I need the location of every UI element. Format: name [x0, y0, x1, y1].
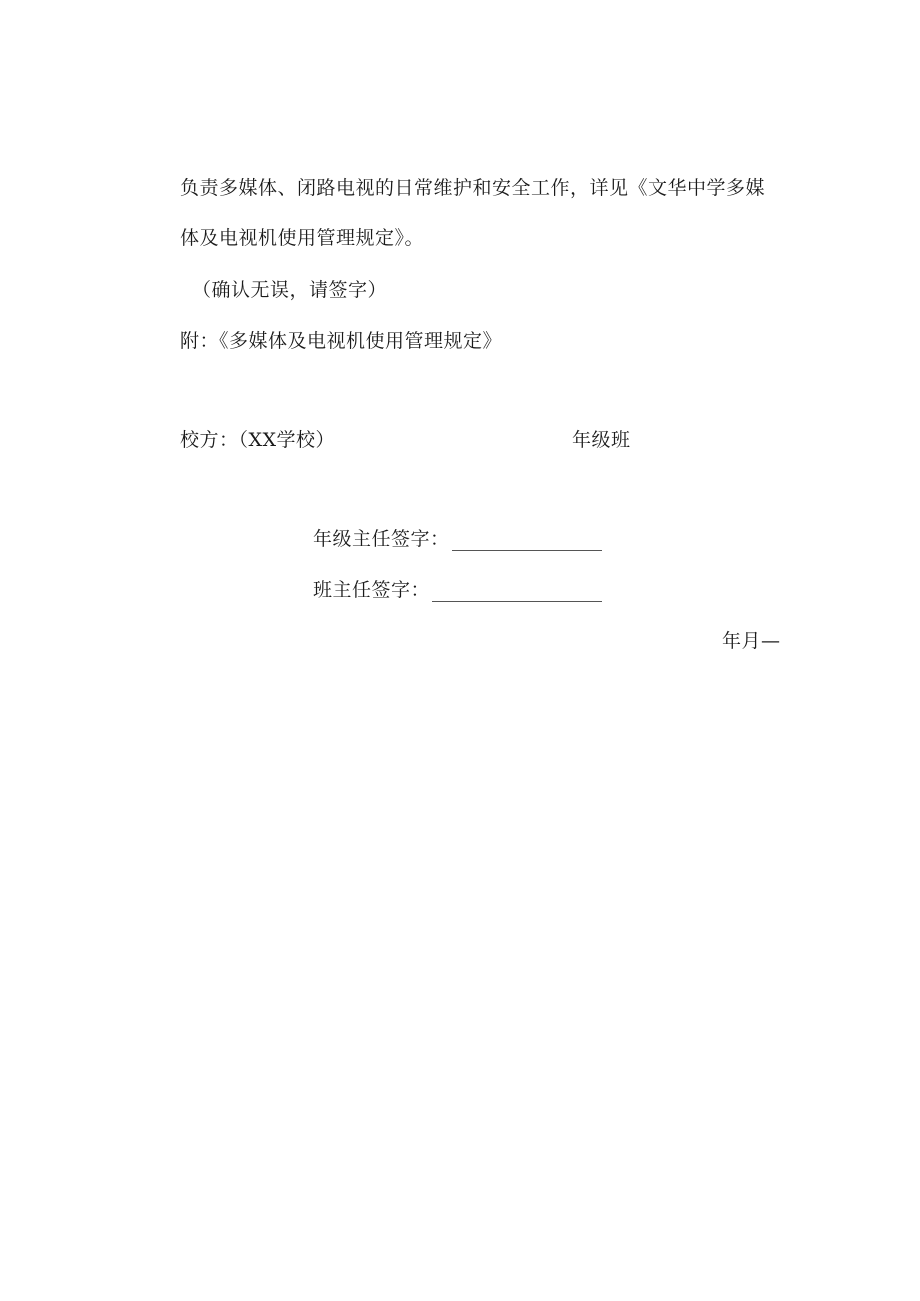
- school-party: 校方：（XX学校）: [180, 429, 336, 451]
- grade-director-signature-label: 年级主任签字：: [313, 528, 450, 550]
- head-teacher-signature-row: [313, 578, 602, 602]
- grade-director-signature-line: [452, 532, 602, 551]
- confirm-note: （确认无误，请签字）: [192, 279, 388, 301]
- grade-director-signature-row: [313, 527, 602, 551]
- date-line: 年月—: [722, 630, 781, 652]
- class-party: 年级班: [572, 429, 631, 451]
- paragraph-line-1: 负责多媒体、闭路电视的日常维护和安全工作，详见《文华中学多媒: [180, 177, 766, 199]
- paragraph-line-2: 体及电视机使用管理规定》。: [180, 227, 425, 249]
- head-teacher-signature-line: [432, 583, 602, 602]
- head-teacher-signature-label: 班主任签字：: [313, 579, 431, 601]
- attachment-note: 附：《多媒体及电视机使用管理规定》: [180, 330, 503, 352]
